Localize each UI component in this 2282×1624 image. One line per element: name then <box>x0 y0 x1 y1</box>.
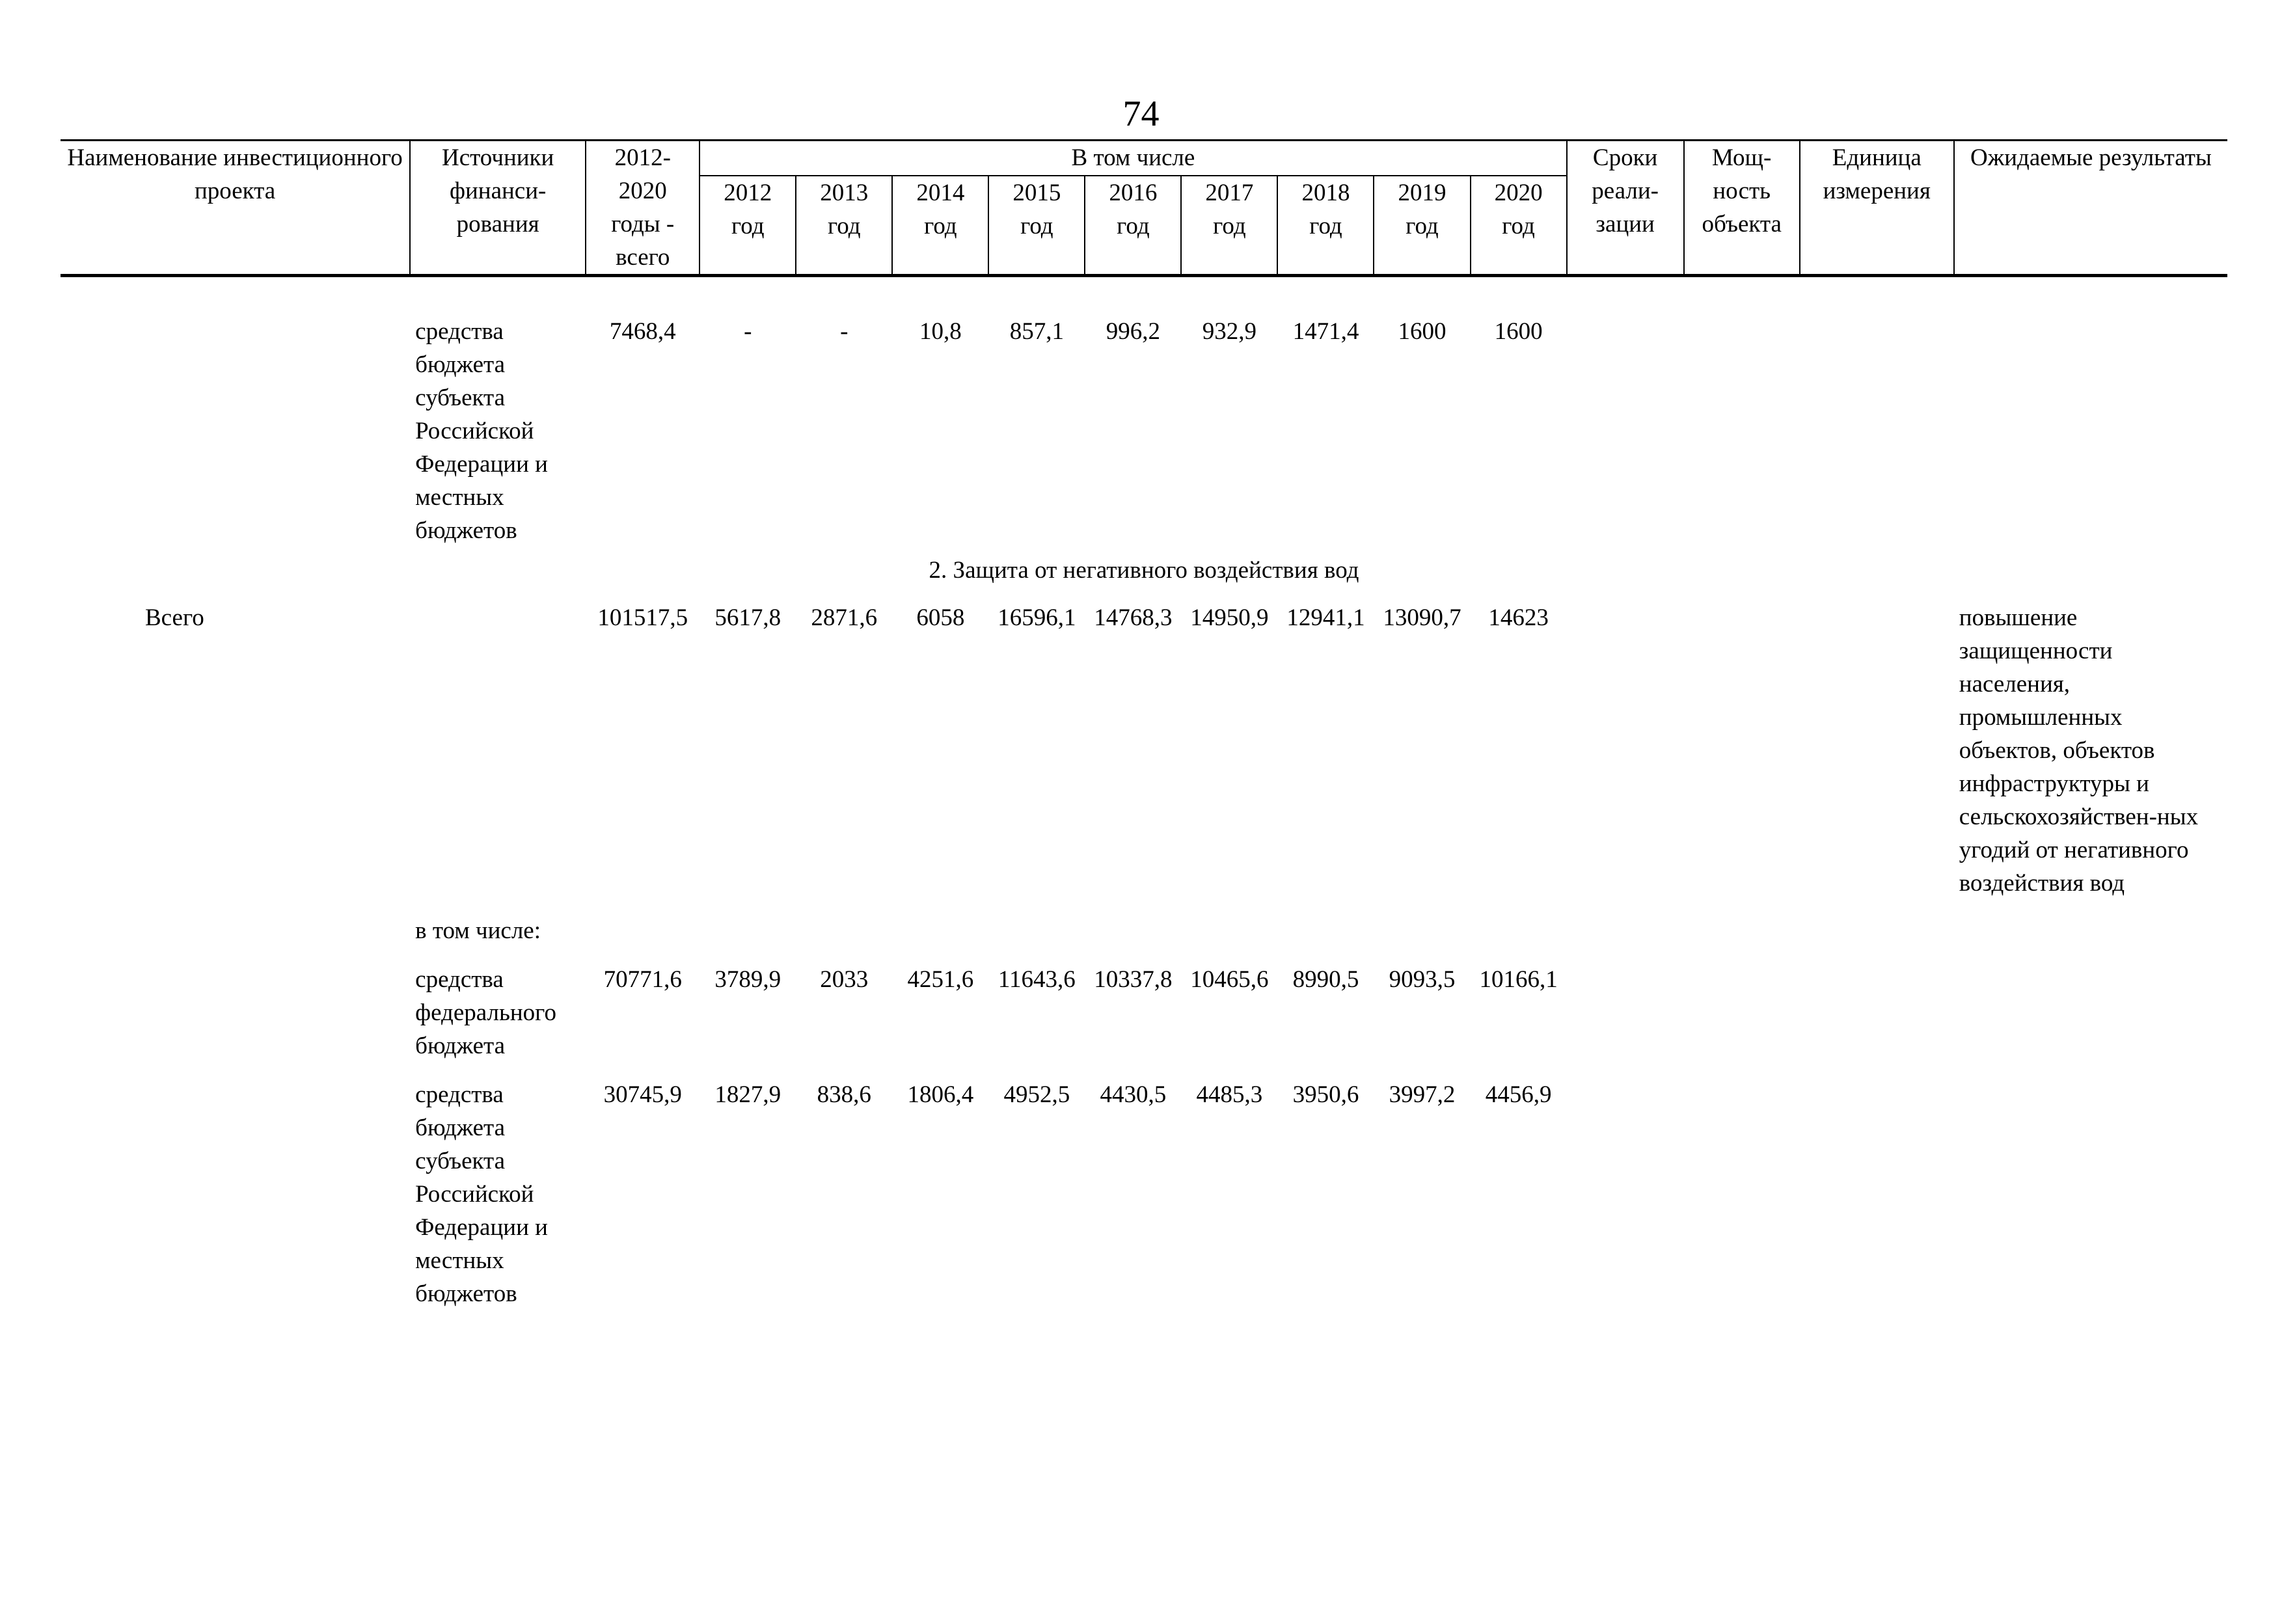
year-cell: 1600 <box>1398 318 1447 345</box>
header-year-2013: 2013 год <box>796 176 892 276</box>
year-cell: 3789,9 <box>714 966 781 993</box>
funding-source-cell: средства федерального бюджета <box>415 966 556 1059</box>
section-title: 2. Защита от негативного воздействия вод <box>929 556 1359 584</box>
table-row <box>61 963 2227 1062</box>
including-label: в том числе: <box>415 917 541 944</box>
year-cell: 4952,5 <box>1003 1081 1070 1108</box>
year-cell: 838,6 <box>817 1081 871 1108</box>
header-year-2016: 2016 год <box>1085 176 1181 276</box>
header-terms: Сроки реали-зации <box>1567 141 1684 276</box>
year-cell: 857,1 <box>1009 318 1064 345</box>
year-cell: 1600 <box>1494 318 1543 345</box>
year-cell: 1806,4 <box>907 1081 974 1108</box>
year-cell: 14623 <box>1488 604 1549 631</box>
year-cell: 9093,5 <box>1389 966 1456 993</box>
expected-results-cell: повышение защищенности населения, промышленных объектов, объектов инфраструктуры и сельскохозяйствен-ных угодий от негативного воздействия вод <box>1959 604 2199 897</box>
year-cell: 1471,4 <box>1292 318 1359 345</box>
header-year-2017: 2017 год <box>1181 176 1277 276</box>
year-cell: 996,2 <box>1106 318 1161 345</box>
year-cell: - <box>744 318 752 345</box>
total-cell: 101517,5 <box>597 604 688 631</box>
including-row <box>61 914 2227 947</box>
header-expected-results: Ожидаемые результаты <box>1954 141 2227 276</box>
table-row <box>61 1078 2227 1310</box>
year-cell: 10337,8 <box>1094 966 1173 993</box>
page-number: 74 <box>1122 94 1160 134</box>
year-cell: 3950,6 <box>1292 1081 1359 1108</box>
year-cell: 10465,6 <box>1190 966 1269 993</box>
header-unit: Единица измерения <box>1800 141 1954 276</box>
year-cell: 2871,6 <box>811 604 878 631</box>
total-cell: 30745,9 <box>603 1081 682 1108</box>
summary-row <box>61 601 2227 900</box>
section-title-row <box>61 554 2227 587</box>
year-cell: 932,9 <box>1202 318 1257 345</box>
funding-source-cell: средства бюджета субъекта Российской Федерации и местных бюджетов <box>415 1081 548 1307</box>
header-year-2014: 2014 год <box>892 176 988 276</box>
year-cell: 14950,9 <box>1190 604 1269 631</box>
year-cell: 2033 <box>820 966 869 993</box>
year-cell: 16596,1 <box>998 604 1076 631</box>
header-project-name: Наименование инвестиционного проекта <box>61 141 410 276</box>
year-cell: 11643,6 <box>998 966 1076 993</box>
year-cell: 3997,2 <box>1389 1081 1456 1108</box>
year-cell: 4485,3 <box>1196 1081 1263 1108</box>
year-cell: 13090,7 <box>1383 604 1461 631</box>
year-cell: 4430,5 <box>1100 1081 1167 1108</box>
header-year-2020: 2020 год <box>1471 176 1567 276</box>
header-including: В том числе <box>700 141 1566 176</box>
year-cell: 5617,8 <box>714 604 781 631</box>
summary-label: Всего <box>145 604 204 631</box>
header-year-2018: 2018 год <box>1277 176 1374 276</box>
table-row <box>61 315 2227 547</box>
total-cell: 70771,6 <box>603 966 682 993</box>
header-year-2012: 2012 год <box>700 176 796 276</box>
header-capacity: Мощ-ность объекта <box>1684 141 1800 276</box>
year-cell: 4251,6 <box>907 966 974 993</box>
year-cell: 8990,5 <box>1292 966 1359 993</box>
header-year-2015: 2015 год <box>988 176 1085 276</box>
year-cell: 1827,9 <box>714 1081 781 1108</box>
header-funding-sources: Источники финанси-рования <box>410 141 586 276</box>
year-cell: 6058 <box>916 604 965 631</box>
year-cell: 10,8 <box>919 318 962 345</box>
funding-source-cell: средства бюджета субъекта Российской Федерации и местных бюджетов <box>415 318 548 544</box>
header-year-2019: 2019 год <box>1374 176 1470 276</box>
investment-projects-table <box>61 139 2227 1310</box>
total-cell: 7468,4 <box>609 318 676 345</box>
year-cell: 14768,3 <box>1094 604 1173 631</box>
year-cell: 10166,1 <box>1479 966 1558 993</box>
year-cell: - <box>840 318 849 345</box>
year-cell: 12941,1 <box>1286 604 1365 631</box>
header-total: 2012-2020 годы - всего <box>586 141 700 276</box>
year-cell: 4456,9 <box>1485 1081 1552 1108</box>
